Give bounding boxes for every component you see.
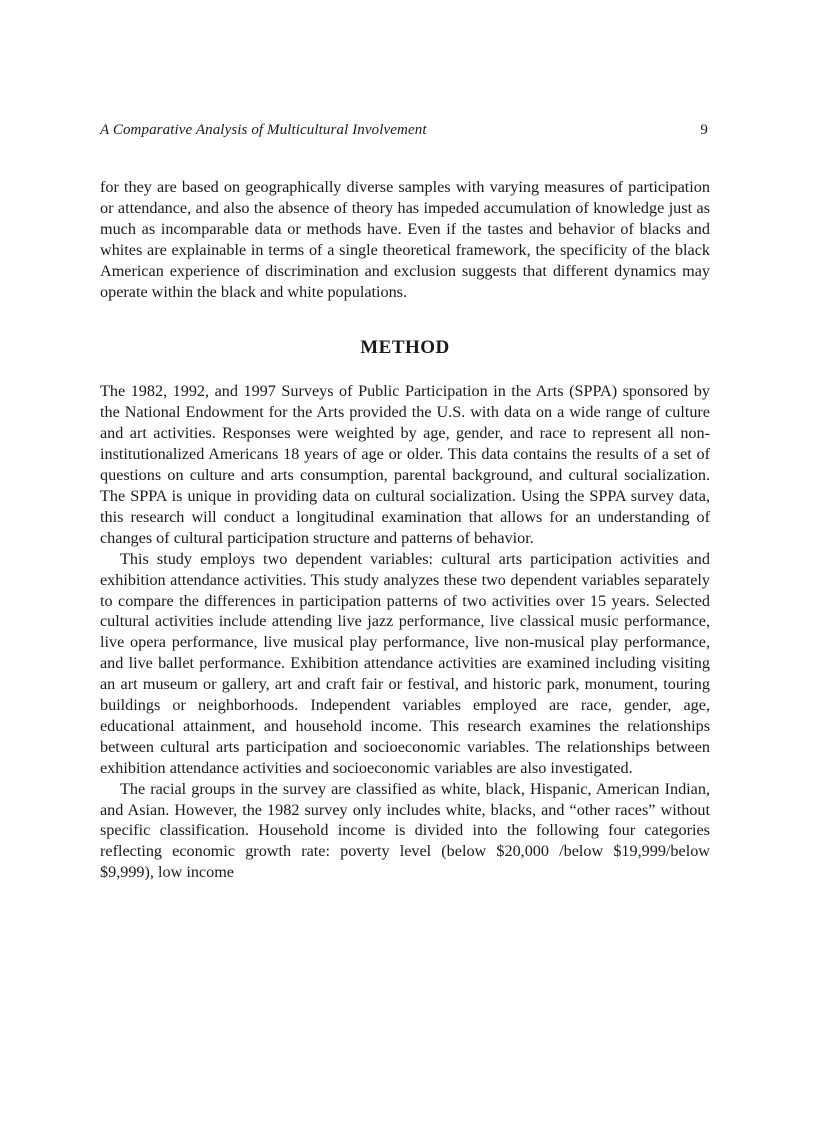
page-number: 9 bbox=[700, 122, 708, 138]
paragraph-method-1: The 1982, 1992, and 1997 Surveys of Public Participation in the Arts (SPPA) sponsored by the National Endowment for the Arts provided the U.S. with data on a wide range of culture and art activities. Responses were weighted by age, gender, and race to represent all non-institutionalized Americans 18 years of age or older. This data contains the results of a set of questions on culture and arts consumption, parental background, and cultural socialization. The SPPA is unique in providing data on cultural socialization. Using the SPPA survey data, this research will conduct a longitudinal examination that allows for an understanding of changes of cultural participation structure and patterns of behavior. bbox=[100, 382, 710, 547]
paragraph-intro: for they are based on geographically diverse samples with varying measures of participation or attendance, and also the absence of theory has impeded accumulation of knowledge just as much as incomparable data or methods have. Even if the tastes and behavior of blacks and whites are explainable in terms of a single theoretical framework, the specificity of the black American experience of discrimination and exclusion suggests that different dynamics may operate within the black and white populations. bbox=[100, 178, 710, 301]
body-text bbox=[100, 177, 710, 883]
paragraph-method-2: This study employs two dependent variables: cultural arts participation activities and exhibition attendance activities. This study analyzes these two dependent variables separately to compare the differences in participation patterns of two activities over 15 years. Selected cultural activities include attending live jazz performance, live classical music performance, live opera performance, live musical play performance, live non-musical play performance, and live ballet performance. Exhibition attendance activities are examined including visiting an art museum or gallery, art and craft fair or festival, and historic park, monument, touring buildings or neighborhoods. Independent variables employed are race, gender, age, educational attainment, and household income. This research examines the relationships between cultural arts participation and socioeconomic variables. The relationships between exhibition attendance activities and socioeconomic variables are also investigated. bbox=[100, 549, 710, 777]
running-head bbox=[100, 122, 710, 139]
section-heading-method: METHOD bbox=[360, 337, 450, 359]
paragraph-method-3: The racial groups in the survey are classified as white, black, Hispanic, American Indian, and Asian. However, the 1982 survey only includes white, blacks, and “other races” without specific classification. Household income is divided into the following four categories reflecting economic growth rate: poverty level (below $20,000 /below $19,999/below $9,999), low income bbox=[100, 779, 710, 882]
running-title: A Comparative Analysis of Multicultural Involvement bbox=[100, 122, 427, 138]
